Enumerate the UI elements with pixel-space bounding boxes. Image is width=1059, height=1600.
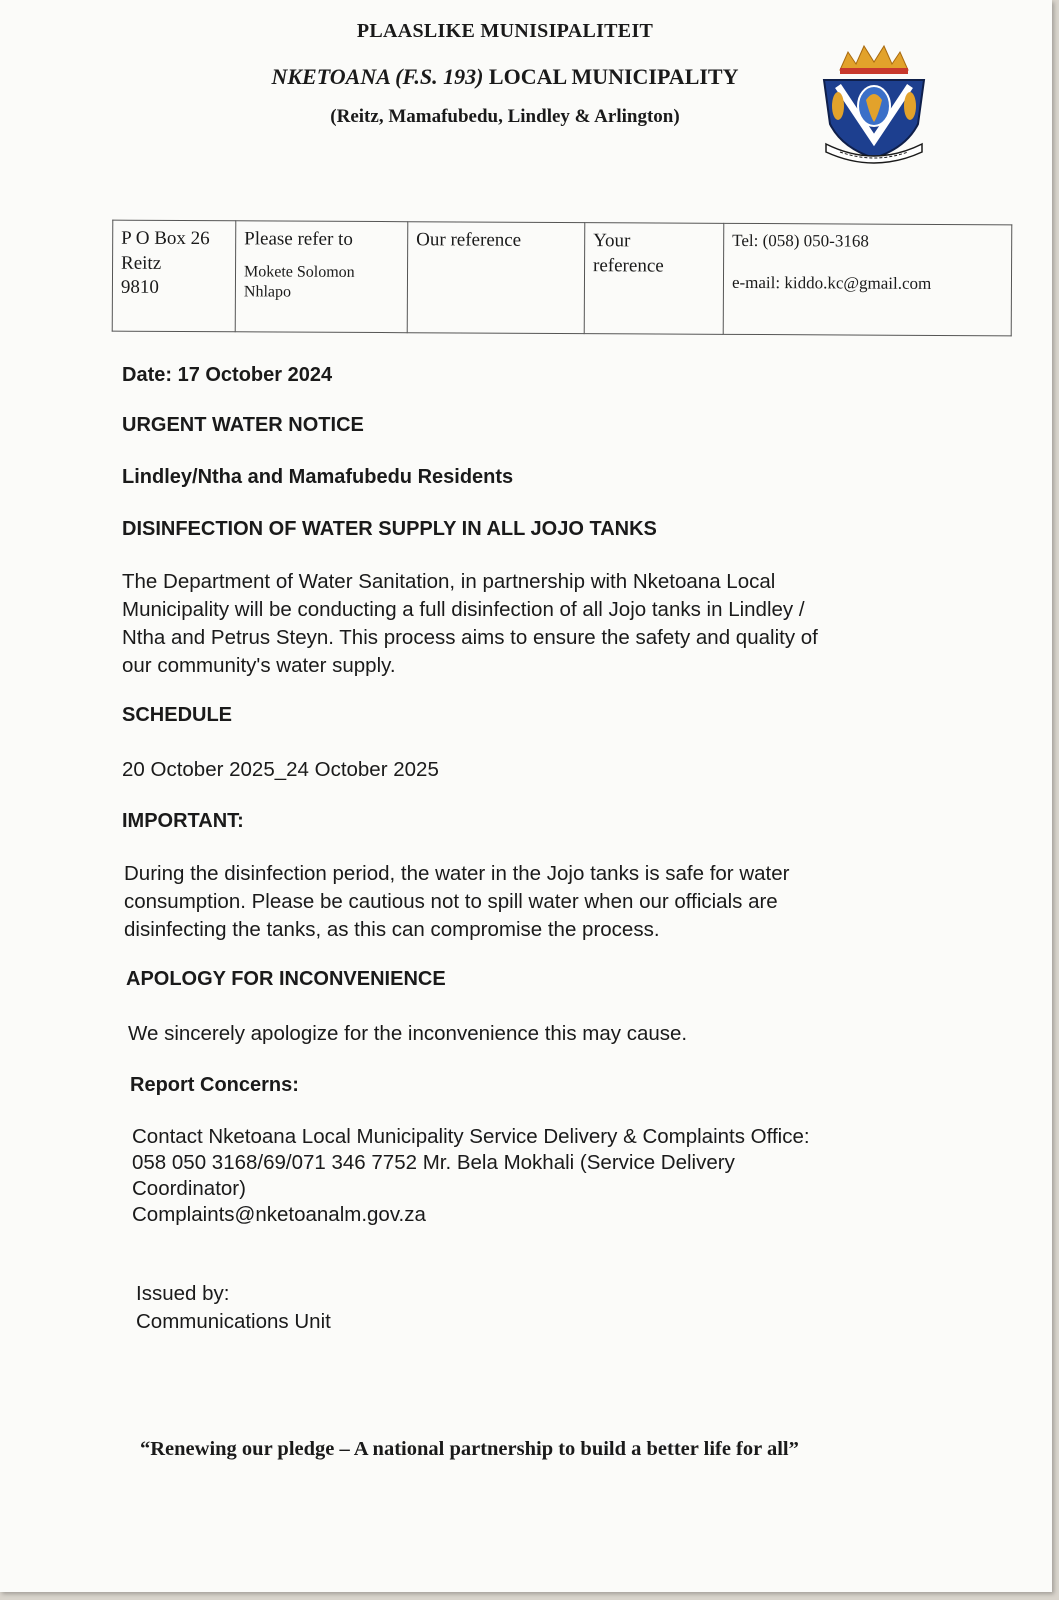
our-reference-label: Our reference — [416, 229, 522, 251]
schedule-dates: 20 October 2025_24 October 2025 — [122, 758, 439, 781]
important-heading: IMPORTANT: — [122, 810, 244, 832]
your-reference-cell: Your reference — [584, 223, 724, 335]
issued-by-block — [136, 1280, 331, 1336]
notice-date: Date: 17 October 2024 — [122, 364, 333, 386]
refer-to-cell — [235, 221, 408, 333]
coat-of-arms-icon — [818, 40, 930, 165]
pledge-slogan: “Renewing our pledge – A national partnership to build a better life for all” — [140, 1438, 799, 1460]
email: e-mail: kiddo.kc@gmail.com — [731, 272, 932, 294]
our-reference-cell — [407, 222, 585, 334]
contact-cell — [723, 223, 1012, 336]
complaints-email: Complaints@nketoanalm.gov.za — [132, 1203, 426, 1226]
afrikaans-municipality-name: PLAASLIKE MUNISIPALITEIT — [356, 20, 654, 42]
schedule-heading: SCHEDULE — [122, 704, 233, 726]
important-paragraph: During the disinfection period, the water in the Jojo tanks is safe for water consumption. Please be cautious not to spill water when our officials are disinfecting the tanks, as this can compromise the process. — [124, 862, 790, 941]
municipality-code: NKETOANA (F.S. 193) — [271, 64, 484, 89]
telephone: Tel: (058) 050-3168 — [732, 230, 869, 251]
issued-by-label: Issued by: — [136, 1282, 230, 1305]
municipality-towns: (Reitz, Mamafubedu, Lindley & Arlington) — [330, 106, 680, 127]
notice-subject: DISINFECTION OF WATER SUPPLY IN ALL JOJO TANKS — [122, 518, 657, 540]
refer-to-label: Please refer to — [244, 228, 353, 250]
concerns-heading: Report Concerns: — [130, 1074, 299, 1096]
apology-heading: APOLOGY FOR INCONVENIENCE — [126, 968, 446, 990]
postal-address: P O Box 26 Reitz 9810 — [112, 220, 236, 332]
notice-title: URGENT WATER NOTICE — [122, 414, 364, 436]
concerns-paragraph: Contact Nketoana Local Municipality Service Delivery & Complaints Office: 058 050 3168/69/071 346 7752 Mr. Bela Mokhali (Service Delivery Coordinator) Complaints@nketoanalm.gov.za — [132, 1125, 810, 1226]
reference-table — [112, 220, 1013, 337]
intro-paragraph: The Department of Water Sanitation, in partnership with Nketoana Local Municipality will be conducting a full disinfection of all Jojo tanks in Lindley / Ntha and Petrus Steyn. This process aims to ensure the safety and quality of our community's water supply. — [122, 570, 818, 677]
notice-audience: Lindley/Ntha and Mamafubedu Residents — [122, 466, 514, 488]
apology-text: We sincerely apologize for the inconvenience this may cause. — [128, 1022, 688, 1045]
issued-by-unit: Communications Unit — [136, 1310, 331, 1333]
municipality-suffix: LOCAL MUNICIPALITY — [483, 64, 739, 89]
refer-to-name: Mokete Solomon Nhlapo — [243, 263, 355, 302]
